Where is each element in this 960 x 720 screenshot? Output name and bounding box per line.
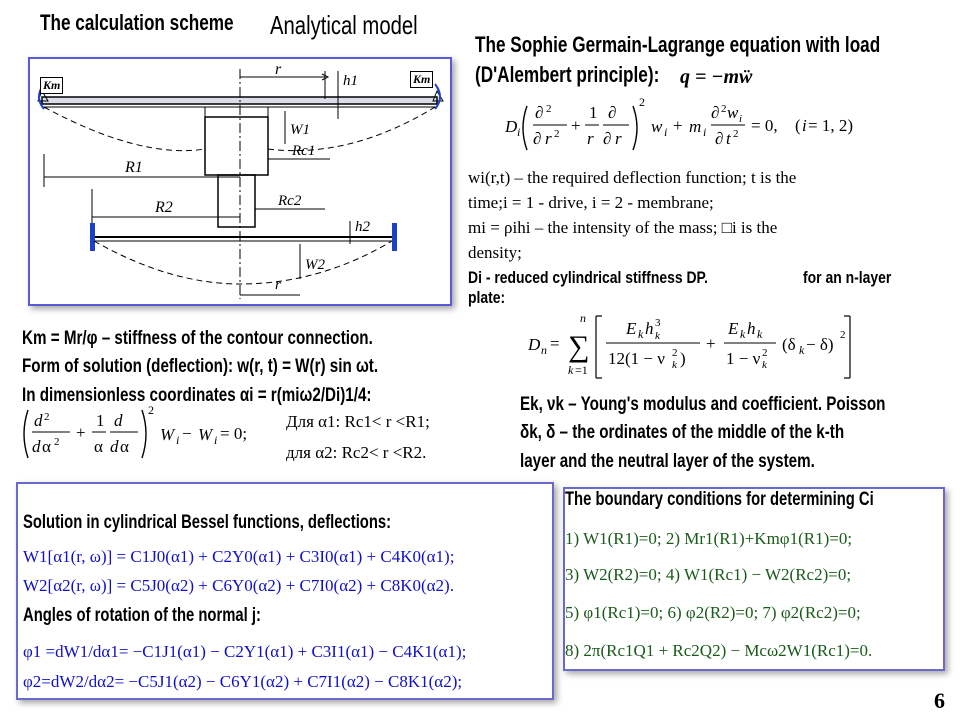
svg-text:2: 2 — [546, 103, 552, 115]
svg-text:(δ: (δ — [782, 335, 796, 354]
svg-text:12(1 − ν: 12(1 − ν — [608, 349, 665, 368]
svg-text:k: k — [799, 343, 805, 357]
svg-text:t: t — [726, 129, 731, 148]
svg-text:i: i — [703, 125, 707, 139]
R2-label: R2 — [155, 199, 173, 216]
svg-text:= 1, 2): = 1, 2) — [808, 116, 853, 135]
svg-text:r: r — [587, 129, 594, 148]
svg-text:d: d — [110, 437, 119, 456]
h2-label: h2 — [355, 219, 370, 235]
definitions-block — [468, 165, 948, 265]
boundary-cond-3: 5) φ1(Rc1)=0; 6) φ2(R2)=0; 7) φ2(Rc2)=0; — [565, 603, 861, 622]
svg-text:=1: =1 — [575, 363, 588, 377]
d-definition-line1b: for an n-layer — [803, 268, 892, 287]
svg-text:α: α — [94, 437, 103, 456]
svg-text:1 − ν: 1 − ν — [726, 349, 761, 368]
svg-text:α: α — [120, 437, 129, 456]
h1-label: h1 — [343, 73, 358, 89]
boundary-title: The boundary conditions for determining Ci — [565, 489, 874, 510]
svg-text:w: w — [727, 103, 739, 122]
svg-text:2: 2 — [44, 411, 50, 423]
alpha1-range: Для α1: Rc1< r <R1; — [286, 412, 430, 431]
svg-text:1: 1 — [96, 411, 105, 430]
svg-text:+: + — [571, 116, 581, 135]
svg-text:i: i — [802, 116, 807, 135]
svg-text:2: 2 — [733, 128, 739, 140]
svg-text:D: D — [528, 335, 541, 354]
w1-label: W1 — [290, 122, 310, 138]
svg-text:E: E — [626, 319, 637, 338]
svg-text:h: h — [747, 319, 756, 338]
dimensionless-line: In dimensionless coordinates αi = r(miω2/Di)1/4: — [22, 385, 372, 406]
svg-text:k: k — [638, 327, 644, 341]
svg-text:r: r — [545, 129, 552, 148]
equation-title-line1: The Sophie Germain-Lagrange equation with load — [475, 32, 881, 57]
svg-text:∂: ∂ — [715, 129, 724, 148]
svg-text:h: h — [645, 319, 654, 338]
svg-text:m: m — [689, 117, 702, 136]
svg-text:k: k — [672, 359, 677, 371]
m-definition-line1: mi = ρihi – the intensity of the mass; □i is the — [468, 218, 778, 237]
load-formula: q = −mẅ — [680, 66, 753, 88]
svg-text:∂: ∂ — [608, 103, 617, 122]
svg-text:п: п — [541, 343, 547, 357]
svg-text:i: i — [214, 433, 218, 447]
bessel-solution-box — [16, 482, 554, 700]
svg-text:=: = — [550, 334, 560, 353]
form-of-solution-line: Form of solution (deflection): w(r, t) = W(r) sin ωt. — [22, 356, 379, 377]
svg-text:− δ): − δ) — [806, 335, 834, 354]
alpha2-range: для α2: Rc2< r <R2. — [286, 443, 427, 462]
w2-solution: W2[α2(r, ω)] = C5J0(α2) + C6Y0(α2) + C7I0(α2) + C8K0(α2). — [23, 576, 454, 595]
calculation-scheme-diagram — [28, 57, 452, 306]
boundary-cond-4: 8) 2π(Rc1Q1 + Rc2Q2) − Mcω2W1(Rc1)=0. — [565, 641, 873, 660]
r-bottom-label: r — [275, 277, 281, 293]
svg-text:k: k — [762, 359, 767, 371]
svg-text:2: 2 — [672, 347, 678, 359]
svg-text:k: k — [740, 327, 746, 341]
svg-text:2: 2 — [721, 103, 727, 115]
svg-text:∂: ∂ — [533, 129, 542, 148]
svg-text:+: + — [76, 423, 86, 442]
svg-text:2: 2 — [54, 436, 60, 448]
svg-text:∑: ∑ — [568, 330, 590, 363]
young-line3: layer and the neutral layer of the system. — [520, 451, 815, 472]
page-number: 6 — [934, 688, 945, 713]
svg-text:): ) — [680, 349, 686, 368]
svg-text:−: − — [182, 424, 192, 443]
phi1-solution: φ1 =dW1/dα1= −C1J1(α1) − C2Y1(α1) + C3I1(α1) − C4K1(α1); — [23, 642, 467, 661]
dn-formula — [528, 306, 858, 386]
svg-text:k: k — [568, 363, 574, 377]
svg-text:= 0,: = 0, — [751, 116, 778, 135]
svg-text:d: d — [34, 411, 43, 430]
w2-label: W2 — [305, 257, 325, 273]
phi2-solution: φ2=dW2/dα2= −C5J1(α2) − C6Y1(α2) + C7I1(α2) − C8K1(α2); — [23, 672, 463, 691]
svg-text:E: E — [728, 319, 739, 338]
boundary-cond-1: 1) W1(R1)=0; 2) Mr1(R1)+Kmφ1(R1)=0; — [565, 529, 853, 548]
w-definition-line2: time;i = 1 - drive, i = 2 - membrane; — [468, 193, 714, 212]
svg-text:∂: ∂ — [535, 103, 544, 122]
svg-text:r: r — [615, 129, 622, 148]
m-definition-line2: density; — [468, 243, 522, 262]
svg-text:2: 2 — [148, 404, 154, 417]
equation-title-line2: (D'Alembert principle): — [475, 62, 660, 87]
svg-text:2: 2 — [762, 347, 768, 359]
svg-text:w: w — [651, 117, 663, 136]
svg-text:∂: ∂ — [603, 129, 612, 148]
km-line: Km = Mr/φ – stiffness of the contour connection. — [22, 328, 373, 349]
scheme-drawing — [30, 59, 450, 304]
svg-text:i: i — [517, 125, 521, 139]
svg-text:i: i — [664, 125, 668, 139]
svg-text:= 0;: = 0; — [220, 424, 248, 443]
svg-text:+: + — [706, 334, 716, 353]
svg-text:2: 2 — [840, 329, 846, 341]
young-line1: Ek, νk – Young's modulus and coefficient. Poisson — [520, 394, 886, 415]
svg-text:k: k — [757, 327, 763, 341]
svg-text:n: n — [580, 311, 586, 325]
r-top-label: r — [275, 61, 282, 78]
svg-text:2: 2 — [554, 128, 560, 140]
d-definition-line2: plate: — [468, 288, 506, 307]
svg-text:3: 3 — [655, 317, 661, 329]
calc-scheme-heading: The calculation scheme — [40, 10, 234, 35]
analytical-model-heading: Analytical model — [270, 10, 418, 40]
boundary-conditions-box — [563, 487, 945, 671]
R1-label: R1 — [125, 159, 143, 176]
angles-title: Angles of rotation of the normal j: — [23, 605, 261, 626]
k-right-label: Km — [410, 71, 433, 88]
svg-text:i: i — [176, 433, 180, 447]
Rc2-label: Rc2 — [278, 193, 302, 209]
svg-text:1: 1 — [589, 103, 598, 122]
svg-text:D: D — [505, 117, 518, 136]
svg-text:k: k — [655, 330, 660, 342]
svg-text:2: 2 — [639, 95, 645, 109]
svg-text:W: W — [160, 425, 175, 444]
bessel-ode — [20, 404, 270, 466]
svg-text:(: ( — [795, 116, 801, 135]
svg-text:α: α — [42, 437, 51, 456]
w1-solution: W1[α1(r, ω)] = C1J0(α1) + C2Y0(α1) + C3I0(α1) + C4K0(α1); — [23, 547, 455, 566]
svg-text:i: i — [739, 113, 743, 125]
svg-text:W: W — [198, 425, 213, 444]
boundary-cond-2: 3) W2(R2)=0; 4) W1(Rc1) − W2(Rc2)=0; — [565, 565, 852, 584]
svg-text:d: d — [32, 437, 41, 456]
svg-text:d: d — [114, 411, 123, 430]
svg-text:+: + — [673, 116, 683, 135]
svg-text:∂: ∂ — [711, 103, 720, 122]
k-left-label: Km — [40, 77, 63, 94]
Rc1-label: Rc1 — [292, 143, 316, 159]
w-definition-line1: wi(r,t) – the required deflection function; t is the — [468, 168, 797, 187]
germain-lagrange-equation — [505, 92, 925, 162]
solution-title: Solution in cylindrical Bessel functions, deflections: — [23, 512, 392, 533]
d-definition-line1: Di - reduced cylindrical stiffness DP. — [468, 268, 708, 287]
young-line2: δk, δ – the ordinates of the middle of the k-th — [520, 422, 845, 443]
